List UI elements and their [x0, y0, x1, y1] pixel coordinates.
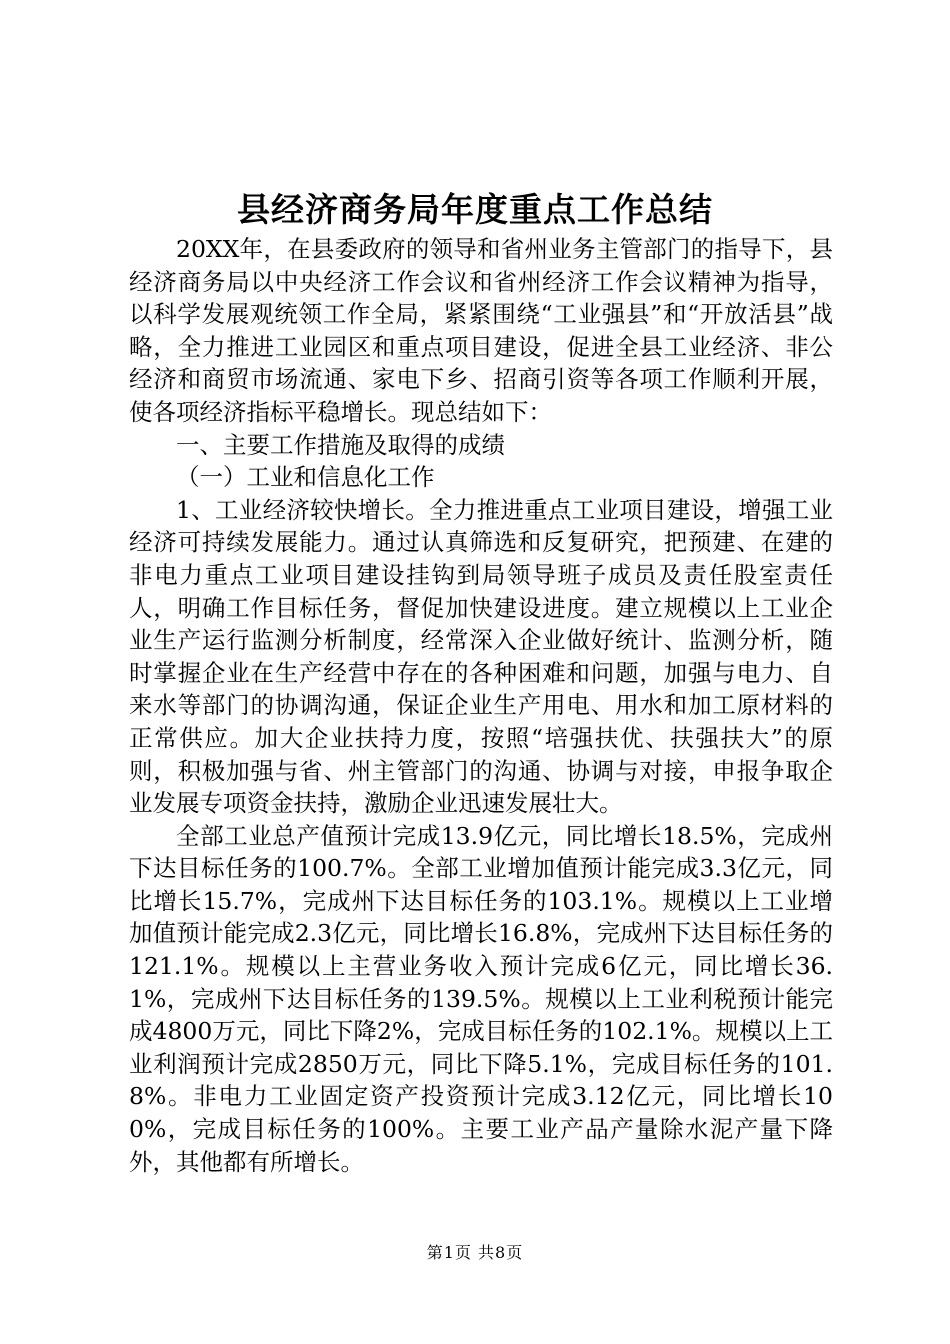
- subsection-heading: （一）工业和信息化工作: [176, 463, 435, 492]
- page-number-footer: 第1页 共8页: [426, 1243, 524, 1262]
- section-heading: 一、主要工作措施及取得的成绩: [176, 430, 505, 459]
- document-body: [129, 233, 833, 1178]
- industry-growth-paragraph: 1、工业经济较快增长。全力推进重点工业项目建设，增强工业经济可持续发展能力。通过认真筛选和反复研究，把预建、在建的非电力重点工业项目建设挂钩到局领导班子成员及责任股室责任人，明确工作目标任务，督促加快建设进度。建立规模以上工业企业生产运行监测分析制度，经常深入企业做好统计、监测分析，随时掌握企业在生产经营中存在的各种困难和问题，加强与电力、自来水等部门的协调沟通，保证企业生产用电、用水和加工原材料的正常供应。加大企业扶持力度，按照“培强扶优、扶强扶大”的原则，积极加强与省、州主管部门的沟通、协调与对接，申报争取企业发展专项资金扶持，激励企业迅速发展壮大。: [129, 495, 833, 818]
- intro-paragraph: 20XX年，在县委政府的领导和省州业务主管部门的指导下，县经济商务局以中央经济工作会议和省州经济工作会议精神为指导，以科学发展观统领工作全局，紧紧围绕“工业强县”和“开放活县”战略，全力推进工业园区和重点项目建设，促进全县工业经济、非公经济和商贸市场流通、家电下乡、招商引资等各项工作顺利开展，使各项经济指标平稳增长。现总结如下：: [129, 235, 833, 426]
- industry-statistics-paragraph: 全部工业总产值预计完成13.9亿元，同比增长18.5%，完成州下达目标任务的100.7%。全部工业增加值预计能完成3.3亿元，同比增长15.7%，完成州下达目标任务的103.1%。规模以上工业增加值预计能完成2.3亿元，同比增长16.8%，完成州下达目标任务的121.1%。规模以上主营业务收入预计完成6亿元，同比增长36.1%，完成州下达目标任务的139.5%。规模以上工业利税预计能完成4800万元，同比下降2%，完成目标任务的102.1%。规模以上工业利润预计完成2850万元，同比下降5.1%，完成目标任务的101.8%。非电力工业固定资产投资预计完成3.12亿元，同比增长100%，完成目标任务的100%。主要工业产品产量除水泥产量下降外，其他都有所增长。: [129, 821, 833, 1176]
- document-title: 县经济商务局年度重点工作总结: [237, 190, 713, 229]
